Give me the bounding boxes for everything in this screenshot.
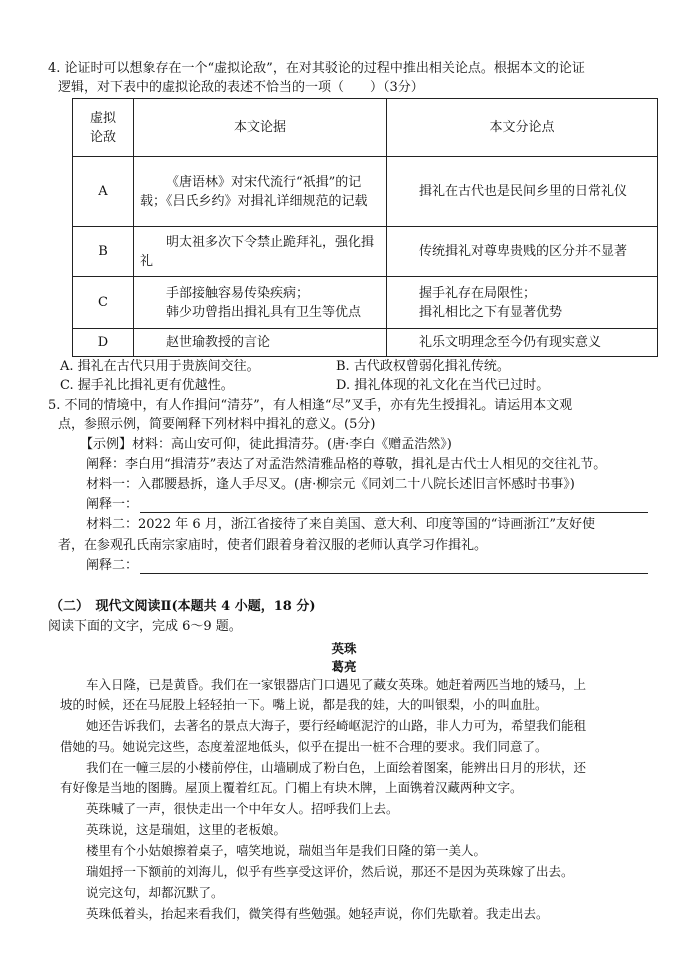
paragraph-line: 说完这句，却都沉默了。 xyxy=(86,885,224,900)
header-virtual-opponent: 虚拟 论敌 xyxy=(73,99,134,157)
section-instruction: 阅读下面的文字，完成 6～9 题。 xyxy=(48,619,242,634)
option-d[interactable]: D. 揖礼体现的礼文化在当代已过时。 xyxy=(336,378,550,393)
paragraph-line: 楼里有个小姑娘擦着桌子，嘻笑地说，瑞姐当年是我们日隆的第一美人。 xyxy=(86,843,487,858)
row-point: 握手礼存在局限性； 揖礼相比之下有显著优势 xyxy=(419,285,563,320)
row-point: 礼乐文明理念至今仍有现实意义 xyxy=(419,335,602,350)
explanation-two-label: 阐释二： xyxy=(86,558,139,573)
explanation-two-answer-line[interactable] xyxy=(140,573,648,574)
table-header-row xyxy=(73,99,658,157)
example-explanation: 阐释：李白用“揖清芬”表达了对孟浩然清雅品格的尊敬，揖礼是古代士人相见的交往礼节。 xyxy=(86,457,607,472)
example-material: 【示例】材料：高山安可仰，徒此揖清芬。(唐·李白《赠孟浩然》) xyxy=(80,437,452,452)
row-evidence: 手部接触容易传染疾病； 韩少功曾指出揖礼具有卫生等优点 xyxy=(166,285,362,320)
table-row xyxy=(73,277,658,329)
row-evidence: 赵世瑜教授的言论 xyxy=(166,335,271,350)
paragraph-line: 我们在一幢三层的小楼前停住，山墙刷成了粉白色，上面绘着图案，能辨出日月的形状，还 xyxy=(86,760,587,775)
paragraph-line: 车入日隆，已是黄昏。我们在一家银器店门口遇见了藏女英珠。她赶着两匹当地的矮马，上 xyxy=(86,677,587,692)
q4-stem-line2: 逻辑，对下表中的虚拟论敌的表述不恰当的一项（ ）（3分） xyxy=(58,80,424,95)
row-point: 传统揖礼对尊卑贵贱的区分并不显著 xyxy=(419,244,628,259)
section-heading: （二） 现代文阅读Ⅱ(本题共 4 小题，18 分) xyxy=(50,599,316,614)
option-b[interactable]: B. 古代政权曾弱化揖礼传统。 xyxy=(336,359,510,374)
paragraph-line: 瑞姐捋一下额前的刘海儿，似乎有些享受这评价，然后说，那还不是因为英珠嫁了出去。 xyxy=(86,864,574,879)
material-one: 材料一：入郡腰悬拆，逢人手尽叉。(唐·柳宗元《同刘二十八院长述旧言怀感时书事》) xyxy=(86,477,575,492)
header-evidence: 本文论据 xyxy=(134,99,387,157)
table-row xyxy=(73,329,658,357)
paragraph-line: 借她的马。她说完这些，态度羞涩地低头，似乎在提出一桩不合理的要求。我们同意了。 xyxy=(60,739,548,754)
q5-stem-line2: 点，参照示例，简要阐释下列材料中揖礼的意义。(5分) xyxy=(58,417,376,432)
table-row xyxy=(73,157,658,227)
q4-stem-line1: 4. 论证时可以想象存在一个“虚拟论敌”，在对其驳论的过程中推出相关论点。根据本文的论证 xyxy=(48,61,585,76)
material-two-line1: 材料二：2022 年 6 月，浙江省接待了来自美国、意大利、印度等国的“诗画浙江”友好使 xyxy=(86,517,596,532)
paragraph-line: 坡的时候，还在马屁股上轻轻拍一下。嘴上说，都是我的娃，大的叫银梨，小的叫血肚。 xyxy=(60,697,548,712)
paragraph-line: 她还告诉我们，去著名的景点大海子，要行经崎岖泥泞的山路，非人力可为，希望我们能租 xyxy=(86,718,587,733)
article-author: 葛亮 xyxy=(331,659,357,674)
paragraph-line: 英珠说，这是瑞姐，这里的老板娘。 xyxy=(86,822,287,837)
row-point: 揖礼在古代也是民间乡里的日常礼仪 xyxy=(419,184,628,199)
row-label: A xyxy=(73,157,134,227)
paragraph-line: 有好像是当地的图腾。屋顶上覆着红瓦。门楣上有块木牌，上面镌着汉藏两种文字。 xyxy=(60,780,523,795)
option-a[interactable]: A. 揖礼在古代只用于贵族间交往。 xyxy=(60,359,260,374)
row-label: B xyxy=(73,227,134,277)
paragraph-line: 英珠低着头，抬起来看我们，微笑得有些勉强。她轻声说，你们先歇着。我走出去。 xyxy=(86,906,549,921)
q5-stem-line1: 5. 不同的情境中，有人作揖问“清芬”，有人相逢“尽”叉手，亦有先生授揖礼。请运用本文观 xyxy=(48,398,573,413)
explanation-one-label: 阐释一： xyxy=(86,497,139,512)
row-evidence: 《唐语林》对宋代流行“祇揖”的记载；《吕氏乡约》对揖礼详细规范的记载 xyxy=(140,174,368,209)
q4-table xyxy=(72,98,658,357)
header-sub-point: 本文分论点 xyxy=(387,99,658,157)
row-evidence: 明太祖多次下令禁止跪拜礼，强化揖礼 xyxy=(140,234,375,269)
material-two-line2: 者，在参观孔氏南宗家庙时，使者们跟着身着汉服的老师认真学习作揖礼。 xyxy=(58,538,488,553)
table-row xyxy=(73,227,658,277)
row-label: D xyxy=(73,329,134,357)
paragraph-line: 英珠喊了一声，很快走出一个中年女人。招呼我们上去。 xyxy=(86,801,399,816)
option-c[interactable]: C. 握手礼比揖礼更有优越性。 xyxy=(60,378,234,393)
article-title: 英珠 xyxy=(331,641,357,656)
row-label: C xyxy=(73,277,134,329)
explanation-one-answer-line[interactable] xyxy=(140,512,648,513)
